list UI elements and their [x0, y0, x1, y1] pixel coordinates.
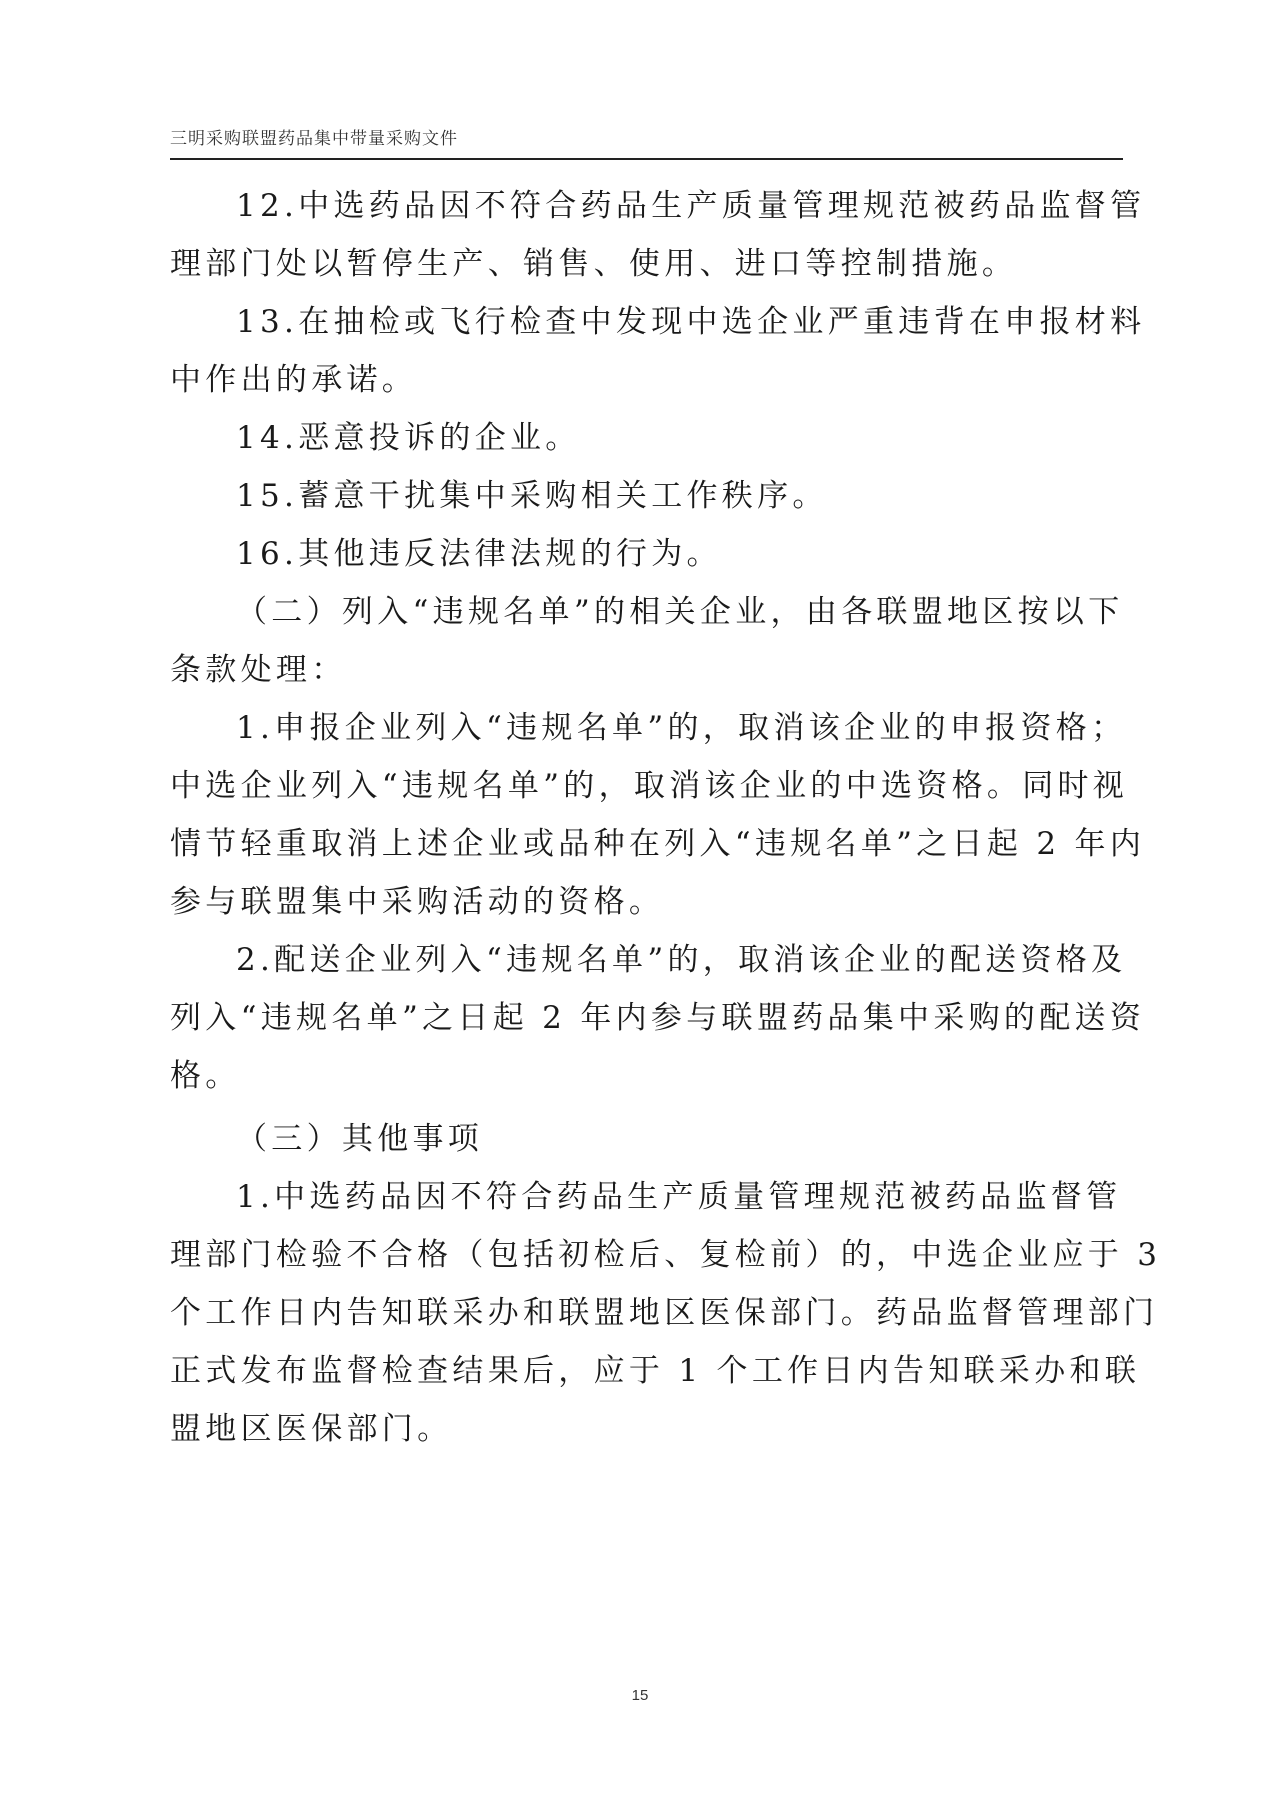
paragraph-line: 16.其他违反法律法规的行为。 — [236, 536, 722, 572]
paragraph-line: 中作出的承诺。 — [170, 362, 418, 398]
paragraph-line: 列入“违规名单”之日起 2 年内参与联盟药品集中采购的配送资 — [170, 1000, 1146, 1036]
document-title: 三明采购联盟药品集中带量采购文件 — [170, 129, 458, 149]
paragraph-line: 理部门检验不合格（包括初检后、复检前）的，中选企业应于 3 — [170, 1237, 1162, 1273]
page-number: 15 — [631, 1687, 649, 1704]
paragraph-line: 正式发布监督检查结果后，应于 1 个工作日内告知联采办和联 — [170, 1353, 1141, 1389]
paragraph-line: 参与联盟集中采购活动的资格。 — [170, 884, 665, 920]
paragraph-line: 理部门处以暂停生产、销售、使用、进口等控制措施。 — [170, 246, 1018, 282]
paragraph-line: 中选企业列入“违规名单”的，取消该企业的中选资格。同时视 — [170, 768, 1129, 804]
paragraph-line: 1.中选药品因不符合药品生产质量管理规范被药品监督管 — [236, 1179, 1122, 1215]
section-heading-line: （三）其他事项 — [236, 1121, 484, 1157]
paragraph-line: 12.中选药品因不符合药品生产质量管理规范被药品监督管 — [236, 188, 1146, 224]
paragraph-line: 条款处理： — [170, 652, 347, 688]
paragraph-line: 2.配送企业列入“违规名单”的，取消该企业的配送资格及 — [236, 942, 1127, 978]
paragraph-line: 1.申报企业列入“违规名单”的，取消该企业的申报资格； — [236, 710, 1127, 746]
paragraph-line: 格。 — [170, 1058, 241, 1094]
paragraph-line: 个工作日内告知联采办和联盟地区医保部门。药品监督管理部门 — [170, 1295, 1159, 1331]
paragraph-line: 15.蓄意干扰集中采购相关工作秩序。 — [236, 478, 828, 514]
paragraph-line: 盟地区医保部门。 — [170, 1411, 453, 1447]
paragraph-line: 14.恶意投诉的企业。 — [236, 420, 581, 456]
section-heading-line: （二）列入“违规名单”的相关企业，由各联盟地区按以下 — [236, 594, 1124, 630]
paragraph-line: 13.在抽检或飞行检查中发现中选企业严重违背在申报材料 — [236, 304, 1146, 340]
paragraph-line: 情节轻重取消上述企业或品种在列入“违规名单”之日起 2 年内 — [170, 826, 1146, 862]
